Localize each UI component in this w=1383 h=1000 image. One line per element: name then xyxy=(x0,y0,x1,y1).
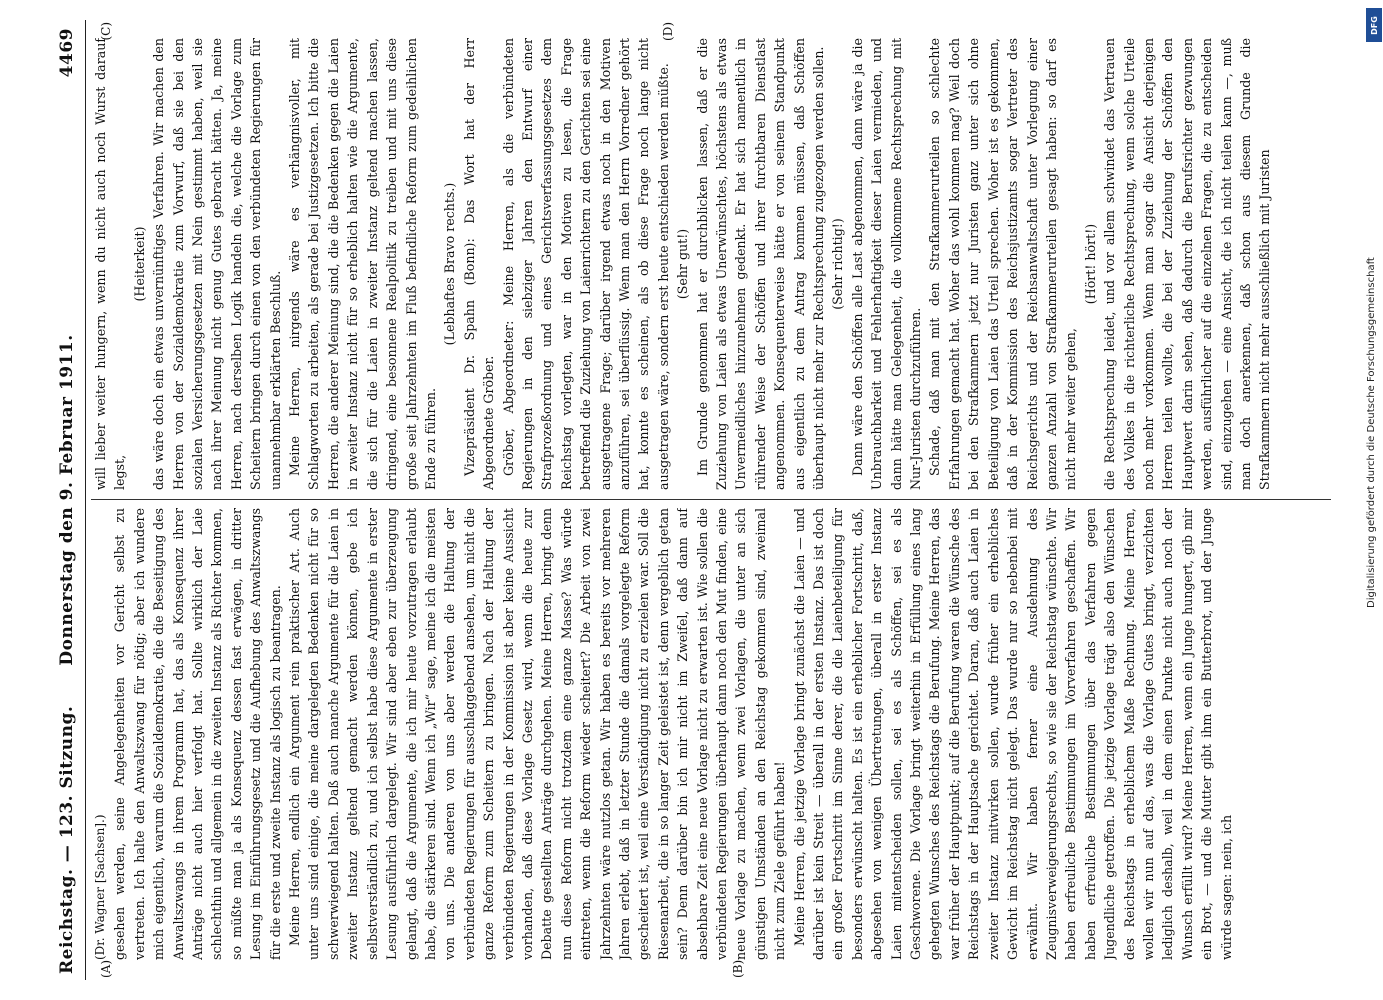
left-paragraph: Meine Herren, die jetzige Vorlage bringt zunächst die Laien — und darüber ist kein Streit — überall in der ersten Instanz. Das ist doch ein großer Fortschritt im Sinne derer, die die Laienbeteiligung für besonders erwünscht halten. Es ist ein erheblicher Fortschritt, daß, abgesehen von wenigen Übertretungen, überall in erster Instanz Laien mitentscheiden sollen, sei es als Schöffen, sei es als Geschworene. Die Vorlage bringt weiterhin in Erfüllung eines lang gehegten Wunsches des Reichstags die Berufung. Meine Herren, das war früher der Hauptpunkt; auf die Berufung waren die Wünsche des Reichstags in der Hauptsache gerichtet. Daran, daß auch Laien in zweiter Instanz mitwirken sollen, wurde früher ein erhebliches Gewicht im Reichstag nicht gelegt. Das wurde nur so nebenbei mit erwähnt. Wir haben ferner eine Ausdehnung des Zeugnisverweigerungsrechts, so wie sie der Reichstag wünschte. Wir haben erfreuliche Bestimmungen im Vorverfahren geschaffen. Wir haben erfreuliche Bestimmungen über das Verfahren gegen Jugendliche getroffen. Die jetzige Vorlage trägt also den Wünschen des Reichstags in erheblichem Maße Rechnung. Meine Herren, wollen wir nun auf das, was die Vorlage Gutes bringt, verzichten lediglich deshalb, weil in dem einen Punkte nicht auch noch der Wunsch erfüllt wird? Meine Herren, wenn ein Junge hungert, gib mir ein Brot, — und die Mutter gibt ihm ein Butterbrot, und der Junge würde sagen: nein, ich xyxy=(791,508,1234,960)
interjection: (Sehr gut!) xyxy=(675,228,691,300)
right-paragraph: Im Grunde genommen hat er durchblicken lassen, daß er die Zuziehung von Laien als etwas Unerwünschtes, höchstens als etwas Unvermeidliches hinzunehmen gedenkt. Er hat sich namentlich in rührender Weise der Schöffen und ihrer furchtbaren Dienstlast angenommen. Konsequenterweise hätte er von seinem Standpunkt aus eigentlich zu dem Antrag kommen müssen, daß Schöffen überhaupt nicht mehr zur Rechtsprechung zugezogen werden sollen. xyxy=(694,38,827,490)
rotated-page xyxy=(51,20,1351,980)
header-left: Reichstag. — 123. Sitzung. xyxy=(57,705,77,974)
right-column xyxy=(91,38,1336,490)
interjection: (Lebhaftes Bravo rechts.) xyxy=(442,182,458,346)
interjection: (Heiterkeit) xyxy=(131,226,147,302)
right-paragraph: das wäre doch ein etwas unvernünftiges Verfahren. Wir machen den Herren von der Sozialdemokratie zum Vorwurf, daß sie bei den sozialen Versicherungsgesetzen mit Nein gestimmt haben, weil sie nach ihrer Meinung nicht genug Gutes gebracht hätten. Ja, meine Herren, nach derselben Logik handeln die, welche die Vorlage zum Scheitern bringen durch einen von den verbündeten Regierungen für unannehmbar erklärten Beschluß. xyxy=(151,38,283,490)
interjection: (Sehr richtig!) xyxy=(830,218,846,310)
dfg-logo xyxy=(1366,8,1382,42)
margin-marker-a: (A) xyxy=(99,959,113,978)
page-number: 4469 xyxy=(57,28,77,78)
page-header xyxy=(51,20,86,980)
right-paragraph: Meine Herren, nirgends wäre es verhängnisvoller, mit Schlagworten zu arbeiten, als gerade bei Justizgesetzen. Ich bitte die Herren, die anderer Meinung sind, die die Bedenken gegen die Laien in zweiter Instanz nicht für so erheblich halten wie die Argumente, die sich für die Laien in zweiter Instanz geltend machen lassen, dringend, eine besonnene Realpolitik zu treiben und mit uns diese große seit Jahrzehnten im Fluß befindliche Reform zum gedeihlichen Ende zu führen. xyxy=(287,38,438,490)
left-paragraph: Meine Herren, endlich ein Argument rein praktischer Art. Auch unter uns sind einige, die meine dargelegten Bedenken nicht für so schwerwiegend halten. Daß auch manche Argumente für die Laien in zweiter Instanz geltend gemacht werden können, gebe ich selbstverständlich zu, und ich selbst habe diese Argumente in erster Lesung ausführlich dargelegt. Wir sind aber eben zur überzeugung gelangt, daß die Argumente, die ich mir heute vorzutragen erlaubt habe, die stärkeren sind. Wenn ich „Wir“ sage, meine ich die meisten von uns. Die anderen von uns aber werden die Haltung der verbündeten Regierungen für ausschlaggebend ansehen, um nicht die ganze Reform zum Scheitern zu bringen. Nach der Haltung der verbündeten Regierungen in der Kommission ist aber keine Aussicht vorhanden, daß diese Vorlage Gesetz wird, wenn die heute zur Debatte gestellten Anträge durchgehen. Meine Herren, bringt denn nun diese Reform nicht trotzdem eine ganze Masse? Was würde eintreten, wenn die Reform wieder scheitert? Die Arbeit von zwei Jahrzehnten wäre nutzlos getan. Wir haben es bereits vor mehreren Jahren erlebt, daß in letzter Stunde die damals vorgelegte Reform gescheitert ist, weil eine Verständigung nicht zu erzielen war. Soll die Riesenarbeit, die in so langer Zeit geleistet ist, denn vergeblich getan sein? Denn darüber bin ich mir nicht im Zweifel, daß dann auf absehbare Zeit eine neue Vorlage nicht zu erwarten ist. Wie sollen die verbündeten Regierungen überhaupt dann noch den Mut finden, eine neue Vorlage zu machen, wenn zwei Vorlagen, die unter an sich günstigen Umständen an den Reichstag gekommen sind, zweimal nicht zum Ziele geführt haben! xyxy=(287,508,788,960)
digitization-note: Digitalisierung gefördert durch die Deutsche Forschungsgemeinschaft xyxy=(1366,257,1377,608)
right-paragraph: Gröber, Abgeordneter: Meine Herren, als die verbündeten Regierungen in den siebziger Jahren den Entwurf einer Strafprozeßordnung und eines Gerichtsverfassungsgesetzes dem Reichstag vorlegten, war in den Motiven zu lesen, die Frage betreffend die Zuziehung von Laienrichtern zu den Gerichten sei eine ausgetragene Frage; darüber irgend etwas noch in den Motiven anzuführen, sei überflüssig. Wenn man den Herrn Vorredner gehört hat, konnte es scheinen, als ob diese Frage noch lange nicht ausgetragen wäre, sondern erst heute entschieden werden müßte. xyxy=(500,38,671,490)
margin-marker-d: (D) xyxy=(661,22,675,41)
right-paragraph: die Rechtsprechung leidet, und vor allem schwindet das Vertrauen des Volkes in die richterliche Rechtsprechung, wenn solche Urteile noch mehr vorkommen. Wenn man sogar die Ansicht derjenigen Herren teilen wollte, die bei der Zuziehung der Schöffen den Hauptwert darin sehen, daß dadurch die Berufsrichter gezwungen werden, ausführlicher auf die einzelnen Fragen, die zu entscheiden sind, einzugehen — eine Ansicht, die ich nicht teilen kann —, muß man doch anerkennen, daß schon aus diesem Grunde die Strafkammern nicht mehr ausschließlich mit Juristen xyxy=(1102,38,1273,490)
interjection: (Hört! hört!) xyxy=(1082,223,1098,305)
left-paragraph: gesehen werden, seine Angelegenheiten vor Gericht selbst zu vertreten. Ich halte den Anwaltszwang für nötig; aber ich wundere mich eigentlich, warum die Sozialdemokratie, die die Beseitigung des Anwaltszwangs in ihrem Programm hat, das als Konsequenz ihrer Anträge nicht auch hier verfolgt hat. Sollte wirklich der Laie schlechthin und allgemein in die zweiten Instanz als Richter kommen, so müßte man ja als Konsequenz dessen fast erwägen, in dritter Lesung im Einführungsgesetz und die Aufhebung des Anwaltszwangs für die erste und zweite Instanz als logisch zu beantragen. xyxy=(112,508,283,960)
speaker-caption: (Dr. Wagner [Sachsen].) xyxy=(93,814,107,960)
right-paragraph: Dann wäre den Schöffen alle Last abgenommen, dann wäre ja die Unbrauchbarkeit und Fehlerhaftigkeit dieser Laien vermieden, und dann hätte man Gelegenheit, die vollkommene Rechtsprechung mit Nur-Juristen durchzuführen. xyxy=(849,38,924,490)
margin-marker-c: (C) xyxy=(99,22,113,41)
column-divider xyxy=(91,499,1331,500)
dfg-logo-text: DFG xyxy=(1369,15,1379,35)
right-paragraph: Schade, daß man mit den Strafkammerurteilen so schlechte Erfahrungen gemacht hat. Woher das wohl kommen mag? Weil doch bei den Strafkammern jetzt nur Juristen ganz unter sich ohne Beteiligung von Laien das Urteil sprechen. Woher ist es gekommen, daß in der Kommission des Reichsjustizamts sogar Vertreter des Reichsgerichts und der Reichsanwaltschaft unter Vorlegung einer ganzen Anzahl von Strafkammerurteilen gesagt haben: so darf es nicht mehr weiter gehen, xyxy=(927,38,1079,490)
header-date: Donnerstag den 9. Februar 1911. xyxy=(57,334,77,666)
left-column xyxy=(91,508,1336,960)
right-paragraph: will lieber weiter hungern, wenn du nicht auch noch Wurst darauf legst, xyxy=(93,38,128,490)
margin-marker-b: (B) xyxy=(731,959,745,978)
speaker-intro: Vizepräsident Dr. Spahn (Bonn): Das Wort hat der Herr Abgeordnete Gröber. xyxy=(461,38,497,490)
